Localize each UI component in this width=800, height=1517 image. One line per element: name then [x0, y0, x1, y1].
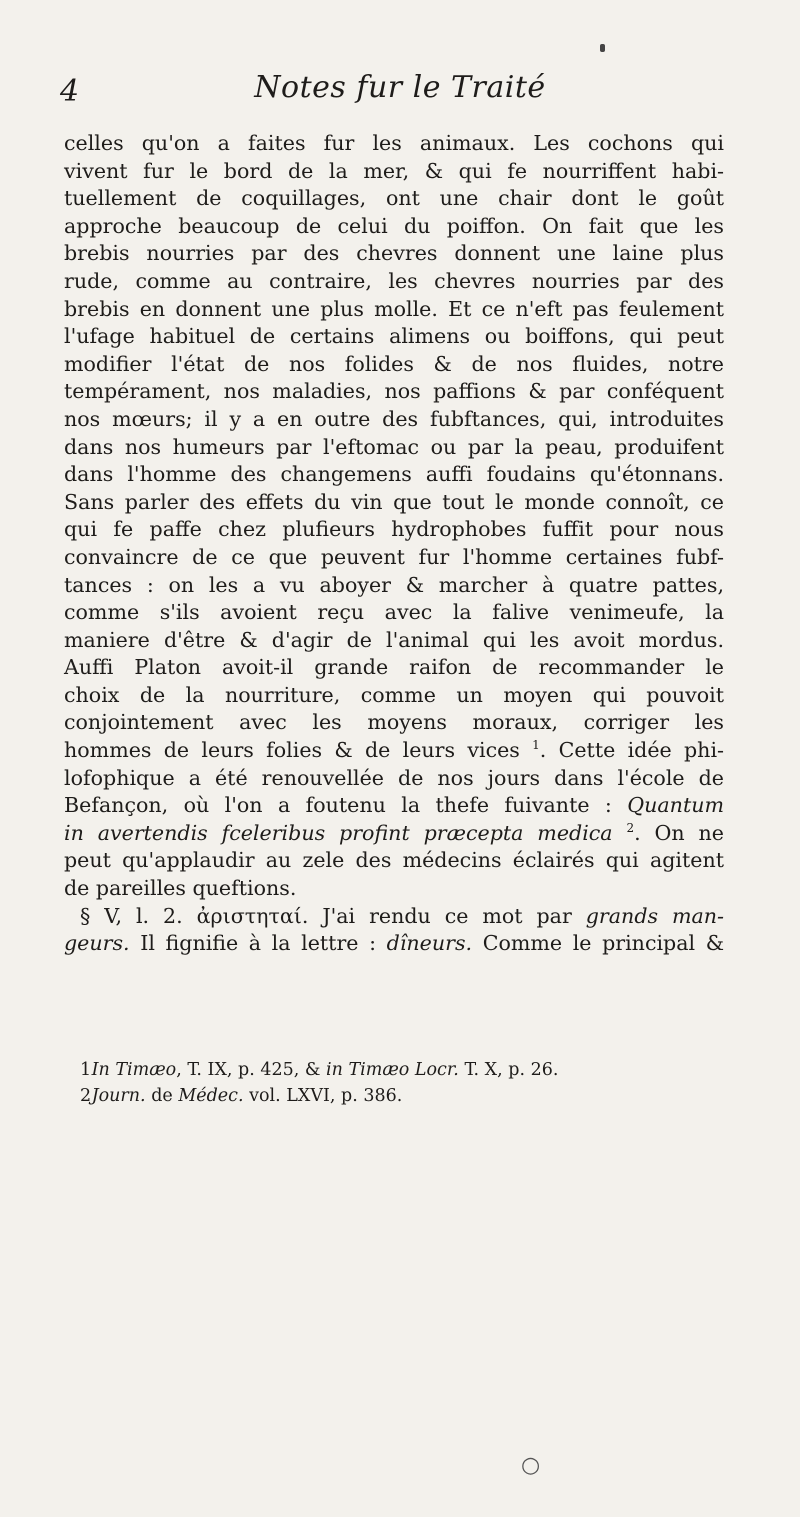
thesis-quote: in avertendis fceleribus profint præcepta medica [64, 820, 613, 845]
text-line: maniere d'être & d'agir de l'animal qui les avoit mordus. [64, 627, 724, 652]
text-segment: Il fignifie à la lettre : [140, 931, 377, 956]
main-text [64, 130, 724, 958]
footnote-italic: In Timæo [91, 1060, 177, 1080]
text-line: celles qu'on a faites fur les animaux. Les cochons qui [64, 131, 724, 155]
text-line [64, 792, 724, 820]
text-line: brebis en donnent une plus molle. Et ce n'eft pas feulement [64, 296, 724, 321]
footnote-italic: Médec. [178, 1086, 244, 1106]
text-line: qui fe paffe chez plufieurs hydrophobes fuffit pour nous [64, 517, 724, 542]
text-line: brebis nourries par des chevres donnent une laine plus [64, 241, 724, 266]
text-line: Auffi Platon avoit-il grande raifon de recommander le [64, 655, 724, 680]
text-line [64, 930, 724, 958]
page-number: 4 [60, 74, 80, 109]
text-line: de pareilles queftions. [64, 876, 297, 901]
text-line: nos mœurs; il y a en outre des fubftances, qui, introduites [64, 406, 724, 431]
text-segment: Befançon, où l'on a foutenu la thefe fuivante : [64, 793, 612, 818]
text-line: l'ufage habituel de certains alimens ou boiffons, qui peut [64, 324, 724, 349]
text-line [64, 820, 724, 848]
text-line: dans nos humeurs par l'eftomac ou par la peau, produifent [64, 434, 724, 459]
text-line [64, 737, 724, 765]
text-line: vivent fur le bord de la mer, & qui fe nourriffent habi- [64, 158, 724, 183]
text-line: convaincre de ce que peuvent fur l'homme certaines fubf- [64, 544, 724, 569]
running-head: Notes fur le Traité [254, 70, 546, 105]
ink-mark: ○ [521, 1453, 541, 1478]
text-segment: . On ne [634, 820, 724, 845]
thesis-quote: Quantum [627, 793, 725, 818]
footnote-text: T. X, p. 26. [464, 1060, 559, 1080]
text-line: tuellement de coquillages, ont une chair dont le goût [64, 186, 724, 211]
text-line: choix de la nourriture, comme un moyen qui pouvoit [64, 682, 724, 707]
text-line: comme s'ils avoient reçu avec la falive venimeufe, la [64, 600, 724, 625]
italic-phrase: dîneurs. [386, 931, 473, 956]
italic-phrase: grands man- [585, 903, 725, 928]
footnote-1 [64, 1057, 724, 1083]
text-segment: J'ai rendu ce mot par [322, 903, 572, 928]
page-header [60, 60, 740, 110]
text-segment: hommes de leurs folies & de leurs vices [64, 738, 520, 763]
footnote-italic: Journ. [91, 1086, 146, 1106]
text-line: conjointement avec les moyens moraux, corriger les [64, 710, 724, 735]
footnote-italic: in Timæo Locr. [326, 1060, 459, 1080]
footnote-ref-1[interactable]: 1 [532, 738, 540, 753]
footnote-text: vol. LXVI, p. 386. [249, 1086, 403, 1106]
text-segment: . Cette idée phi- [539, 738, 724, 763]
text-segment: Comme le principal & [482, 931, 725, 956]
greek-word: ἀριστηταί. [196, 903, 309, 928]
footnote-number: 2 [80, 1086, 92, 1106]
text-line: tempérament, nos maladies, nos paffions & par conféquent [64, 379, 724, 404]
ink-spot [600, 44, 605, 52]
text-line: Sans parler des effets du vin que tout le monde connoît, ce [64, 489, 724, 514]
text-line: modifier l'état de nos folides & de nos fluides, notre [64, 351, 724, 376]
text-line: peut qu'applaudir au zele des médecins éclairés qui agitent [64, 848, 724, 873]
italic-phrase: geurs. [64, 931, 130, 956]
footnote-2 [64, 1083, 724, 1109]
footnote-number: 1 [80, 1060, 92, 1080]
text-line: lofophique a été renouvellée de nos jours dans l'école de [64, 765, 724, 790]
footnote-text: de [151, 1086, 173, 1106]
text-line [64, 903, 724, 931]
text-line: approche beaucoup de celui du poiffon. On fait que les [64, 213, 724, 238]
footnote-ref-2[interactable]: 2 [626, 820, 635, 835]
footnote-text: , T. IX, p. 425, & [176, 1060, 321, 1080]
text-line: rude, comme au contraire, les chevres nourries par des [64, 268, 724, 293]
text-line: tances : on les a vu aboyer & marcher à quatre pattes, [64, 572, 724, 597]
text-line: dans l'homme des changemens auffi foudains qu'étonnans. [64, 462, 724, 487]
note-reference: § V, l. 2. [80, 903, 183, 928]
footnotes [64, 1057, 724, 1109]
